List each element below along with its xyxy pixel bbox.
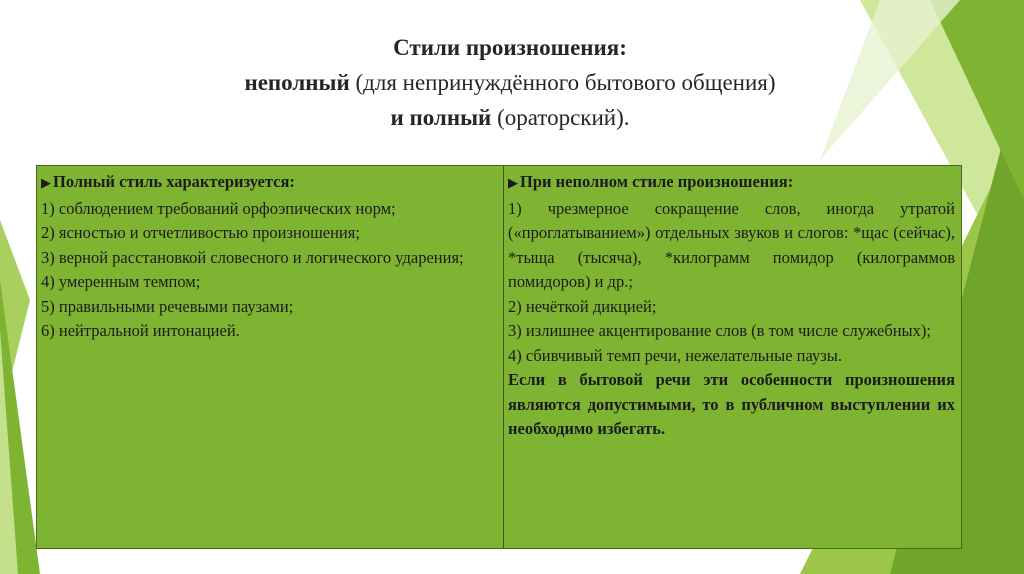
incomplete-style-item: 3) излишнее акцентирование слов (в том числе служебных); [508,321,931,340]
title-line-3-bold: и полный [390,105,492,130]
full-style-item: 6) нейтральной интонацией. [41,321,240,340]
comparison-table [36,165,962,549]
title-line-2 [150,65,870,100]
full-style-item: 4) умеренным темпом; [41,272,201,291]
full-style-item: 3) верной расстановкой словесного и логического ударения; [41,247,464,267]
incomplete-style-item: 4) сбивчивый темп речи, нежелательные паузы. [508,345,842,365]
title-line-3 [150,100,870,135]
triangle-bullet-icon: ▶ [41,176,51,191]
incomplete-style-item: 2) нечёткой дикцией; [508,296,657,316]
incomplete-style-conclusion: Если в бытовой речи эти особенности произношения являются допустимыми, то в публичном выступлении их необходимо избегать. [508,370,955,438]
full-style-column [37,166,504,548]
title-line-1: Стили произношения: [393,35,627,60]
full-style-item: 2) ясностью и отчетливостью произношения; [41,223,360,242]
full-style-heading: ▶ Полный стиль характеризуется: [41,172,295,191]
slide-title [150,30,870,135]
incomplete-style-item: 1) чрезмерное сокращение слов, иногда утратой («проглатыванием») отдельных звуков и слогов: *щас (сейчас), *тыща (тысяча), *килограмм помидор (килограммов помидоров) и др.; [508,198,955,291]
title-line-2-rest: (для непринуждённого бытового общения) [349,70,776,95]
triangle-bullet-icon: ▶ [508,176,518,191]
title-line-3-rest: (ораторский). [491,105,630,130]
full-style-item: 5) правильными речевыми паузами; [41,296,294,316]
incomplete-style-heading: ▶ При неполном стиле произношения: [508,172,794,191]
title-line-2-bold: неполный [244,70,350,95]
incomplete-style-column [504,166,961,548]
full-style-item: 1) соблюдением требований орфоэпических норм; [41,198,396,218]
